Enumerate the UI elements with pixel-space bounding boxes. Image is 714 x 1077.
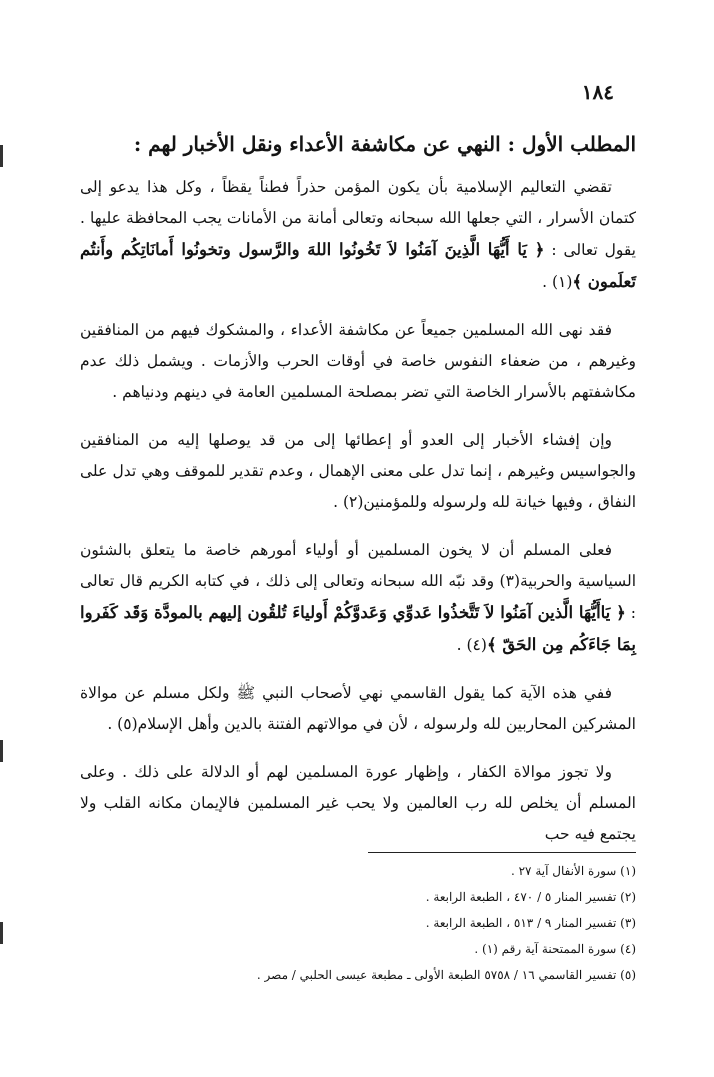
body-text (80, 172, 636, 867)
paragraph-text: ولا تجوز موالاة الكفار ، وإظهار عورة المسلمين لهم أو الدلالة على ذلك . وعلى المسلم أن يخلص لله رب العالمين ولا يحب غير المسلمين فالإيمان مكانه القلب ولا يجتمع فيه حب (80, 763, 636, 843)
section-heading: المطلب الأول : النهي عن مكاشفة الأعداء ونقل الأخبار لهم : (133, 132, 636, 156)
footnote-separator (368, 852, 636, 853)
paragraph-text: وإن إفشاء الأخبار إلى العدو أو إعطائها إلى من قد يوصلها إليه من المنافقين والجواسيس وغيرهم ، إنما تدل على معنى الإهمال ، وعدم تقدير للموقف وهي تدل على النفاق ، وفيها خيانة لله ولرسوله وللمؤمنين(٢) . (80, 431, 636, 511)
paragraph (80, 315, 636, 408)
footnote: (٥) تفسير القاسمي ١٦ / ٥٧٥٨ الطبعة الأولى ـ مطبعة عيسى الحلبي / مصر . (256, 968, 636, 982)
footnote: (٣) تفسير المنار ٩ / ٥١٣ ، الطبعة الرابعة . (425, 916, 636, 930)
paragraph (80, 425, 636, 518)
footnotes (80, 858, 636, 988)
footnote: (١) سورة الأنفال آية ٢٧ . (510, 864, 636, 878)
paragraph-text: فقد نهى الله المسلمين جميعاً عن مكاشفة الأعداء ، والمشكوك فيهم من المنافقين وغيرهم ، من ضعفاء النفوس خاصة في أوقات الحرب والأزمات . ويشمل ذلك عدم مكاشفتهم بالأسرار الخاصة التي تضر بمصلحة المسلمين العامة في دينهم ودنياهم . (80, 321, 636, 401)
paragraph (80, 535, 636, 661)
paragraph (80, 757, 636, 850)
footnote-ref: (١) . (542, 273, 573, 291)
scan-edge-mark (0, 740, 3, 762)
quran-verse: ﴿ يَا أَيُّهَا الَّذِينَ آمَنُوا لاَ تَخُونُوا اللهَ والرَّسول وتخونُوا أَمانَاتِكُم وأَنتُم تَعلَمون ﴾ (80, 240, 636, 291)
paragraph (80, 678, 636, 740)
paragraph-text: فعلى المسلم أن لا يخون المسلمين أو أولياء أمورهم خاصة ما يتعلق بالشئون السياسية والحربية(٣) وقد نبّه الله سبحانه وتعالى إلى ذلك ، في كتابه الكريم قال تعالى : (80, 541, 637, 622)
footnote: (٢) تفسير المنار ٥ / ٤٧٠ ، الطبعة الرابعة . (425, 890, 636, 904)
scan-edge-mark (0, 145, 3, 167)
scan-edge-mark (0, 922, 3, 944)
paragraph (80, 172, 636, 298)
paragraph-text: تقضي التعاليم الإسلامية بأن يكون المؤمن حذراً فطناً يقظاً ، وكل هذا يدعو إلى كتمان الأسرار ، التي جعلها الله سبحانه وتعالى أمانة من الأمانات يجب المحافظة عليها . يقول تعالى : (80, 178, 636, 259)
quran-verse: ﴿ يَاأَيُّهَا الَّذين آمَنُوا لاَ تَتَّخذُوا عَدوِّي وَعَدوَّكُمْ أَولياءَ تُلقُون إليهم بالمودَّة وَقَد كَفَروا بِمَا جَاءَكُم مِن الحَقّ ﴾ (80, 603, 636, 654)
footnote-ref: (٤) . (456, 636, 487, 654)
page-number: ١٨٤ (581, 80, 614, 104)
footnote: (٤) سورة الممتحنة آية رقم (١) . (474, 942, 636, 956)
paragraph-text: ففي هذه الآية كما يقول القاسمي نهي لأصحاب النبي ﷺ ولكل مسلم عن موالاة المشركين المحاربين لله ولرسوله ، لأن في موالاتهم الفتنة بالدين وأهل الإسلام(٥) . (80, 684, 636, 733)
